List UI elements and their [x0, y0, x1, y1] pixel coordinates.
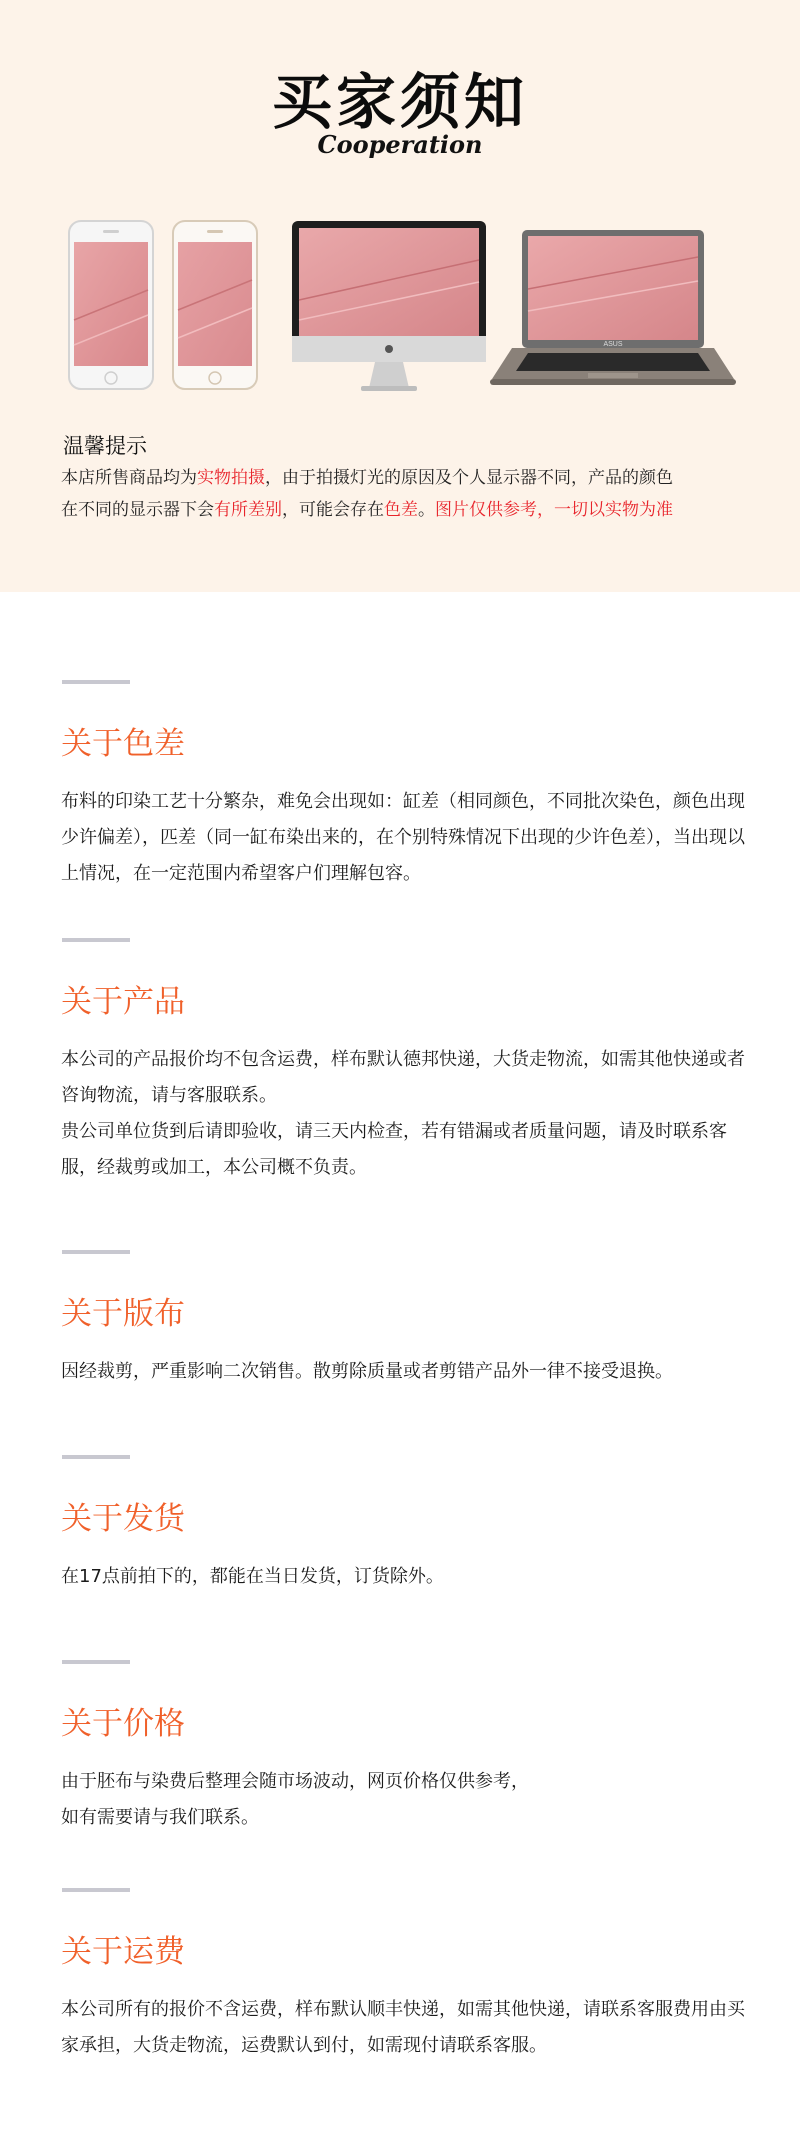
section-heading: 关于发货 — [61, 1501, 185, 1537]
header-banner — [0, 0, 800, 592]
section-paragraph: 布料的印染工艺十分繁杂，难免会出现如：缸差（相同颜色，不同批次染色，颜色出现少许偏差），匹差（同一缸布染出来的，在个别特殊情况下出现的少许色差），当出现以上情况，在一定范围内希望客户们理解包容。 — [61, 791, 745, 884]
notice-line-1 — [61, 462, 761, 494]
section-body — [61, 784, 761, 892]
section-divider — [62, 1888, 130, 1892]
section-divider — [62, 938, 130, 942]
section-divider — [62, 1250, 130, 1254]
section-heading: 关于产品 — [61, 984, 185, 1020]
section-divider — [62, 1455, 130, 1459]
section-body — [61, 1042, 761, 1186]
section-body — [61, 1354, 761, 1390]
section-color-difference — [61, 680, 761, 892]
laptop-brand: ASUS — [603, 341, 623, 348]
notice-text-segment: 本店所售商品均为 — [61, 468, 197, 488]
notice-highlight: 实物拍摄 — [197, 468, 265, 488]
section-price — [61, 1660, 761, 1836]
notice-highlight: 图片仅供参考，一切以实物为准 — [435, 500, 673, 520]
notice-text-segment: 。 — [418, 500, 435, 520]
device-showcase — [0, 215, 800, 395]
imac-monitor-icon — [291, 220, 487, 396]
notice-title: 温馨提示 — [63, 434, 147, 458]
notice-line-2 — [61, 494, 761, 526]
page-title: 买家须知 — [272, 68, 528, 138]
section-paragraph: 本公司所有的报价不含运费，样布默认顺丰快递，如需其他快递，请联系客服费用由买家承担，大货走物流，运费默认到付，如需现付请联系客服。 — [61, 1999, 745, 2056]
section-paragraph: 因经裁剪，严重影响二次销售。散剪除质量或者剪错产品外一律不接受退换。 — [61, 1361, 673, 1382]
notice-text — [61, 462, 761, 526]
notice-text-segment: ，可能会存在 — [282, 500, 384, 520]
section-body — [61, 1992, 761, 2064]
section-heading: 关于版布 — [61, 1296, 185, 1332]
section-body — [61, 1764, 761, 1836]
notice-text-segment: 在不同的显示器下会 — [61, 500, 214, 520]
section-heading: 关于色差 — [61, 726, 185, 762]
phone-gold-icon — [172, 220, 258, 390]
page-subtitle: Cooperation — [317, 130, 483, 159]
section-divider — [62, 1660, 130, 1664]
section-paragraph: 本公司的产品报价均不包含运费，样布默认德邦快递，大货走物流，如需其他快递或者咨询物流，请与客服联系。 — [61, 1049, 745, 1106]
section-body — [61, 1559, 761, 1595]
section-shipping — [61, 1455, 761, 1595]
section-product — [61, 938, 761, 1186]
section-sample-cloth — [61, 1250, 761, 1390]
section-paragraph: 由于胚布与染费后整理会随市场波动，网页价格仅供参考， — [61, 1771, 529, 1792]
asus-laptop-icon — [490, 229, 736, 391]
notice-highlight: 有所差别 — [214, 500, 282, 520]
section-paragraph: 在17点前拍下的，都能在当日发货，订货除外。 — [61, 1566, 444, 1587]
section-heading: 关于价格 — [61, 1706, 185, 1742]
notice-text-segment: ，由于拍摄灯光的原因及个人显示器不同，产品的颜色 — [265, 468, 673, 488]
section-divider — [62, 680, 130, 684]
phone-white-icon — [68, 220, 154, 390]
section-paragraph: 贵公司单位货到后请即验收，请三天内检查，若有错漏或者质量问题，请及时联系客服，经裁剪或加工，本公司概不负责。 — [61, 1121, 727, 1178]
section-freight — [61, 1888, 761, 2064]
section-paragraph: 如有需要请与我们联系。 — [61, 1807, 259, 1828]
section-heading: 关于运费 — [61, 1934, 185, 1970]
notice-highlight: 色差 — [384, 500, 418, 520]
